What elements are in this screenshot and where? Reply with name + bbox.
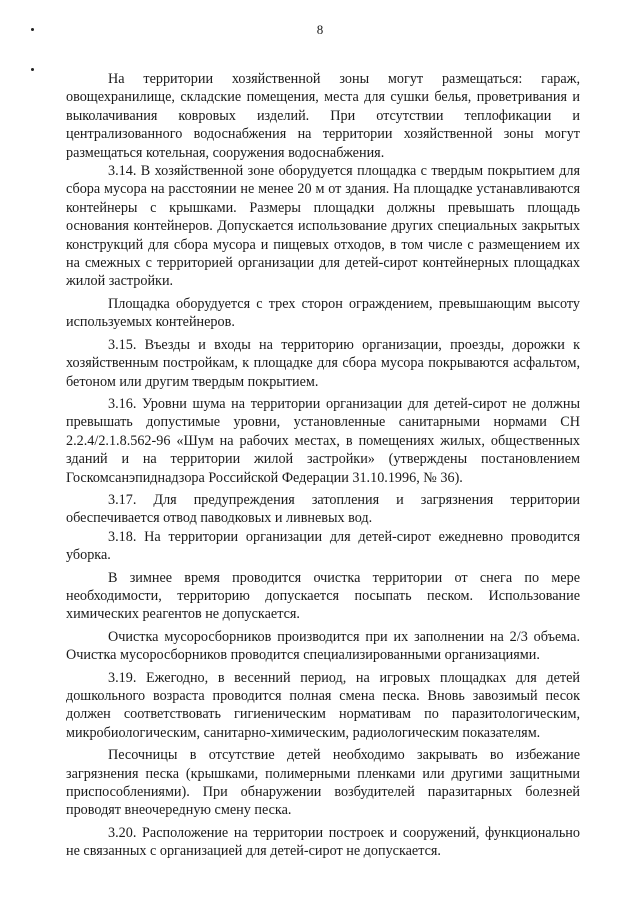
paragraph-3-17: 3.17. Для предупреждения затопления и загрязнения территории обеспечивается отвод паводковых и ливневых вод. bbox=[66, 491, 580, 527]
paragraph-3-18: 3.18. На территории организации для детей-сирот ежедневно проводится уборка. bbox=[66, 528, 580, 564]
paragraph-3-16: 3.16. Уровни шума на территории организации для детей-сирот не должны превышать допустимые уровни, установленные санитарными нормами СН 2.2.4/2.1.8.562-96 «Шум на рабочих местах, в помещениях жилых, общественных зданий и на территории жилой застройки» (утверждены постановлением Госкомсанэпиднадзора Российской Федерации 31.10.1996, № 36). bbox=[66, 395, 580, 486]
paragraph-sandboxes: Песочницы в отсутствие детей необходимо закрывать во избежание загрязнения песка (крышками, полимерными пленками или другими защитными приспособлениями). При обнаружении возбудителей паразитарных болезней проводят внеочередную смену песка. bbox=[66, 747, 580, 819]
paragraph-3-14: 3.14. В хозяйственной зоне оборудуется площадка с твердым покрытием для сбора мусора на расстоянии не менее 20 м от здания. На площадке устанавливаются контейнеры с крышками. Размеры площадки должны превышать площадь основания контейнеров. Допускается использование других специальных закрытых конструкций для сбора мусора и пищевых отходов, в том числе с размещением их на смежных с территорией организации для детей-сирот контейнерных площадках жилой застройки. bbox=[66, 163, 580, 290]
paragraph-3-15: 3.15. Въезды и входы на территорию организации, проезды, дорожки к хозяйственным постройкам, к площадке для сбора мусора покрываются асфальтом, бетоном или другим твердым покрытием. bbox=[66, 336, 580, 390]
scan-artifact-dot bbox=[31, 68, 34, 71]
paragraph-winter: В зимнее время проводится очистка территории от снега по мере необходимости, территорию допускается посыпать песком. Использование химических реагентов не допускается. bbox=[66, 569, 580, 623]
document-body bbox=[66, 70, 580, 861]
paragraph-3-19: 3.19. Ежегодно, в весенний период, на игровых площадках для детей дошкольного возраста проводится полная смена песка. Вновь завозимый песок должен соответствовать гигиеническим нормативам по паразитологическим, микробиологическим, санитарно-химическим, радиологическим показателям. bbox=[66, 669, 580, 741]
paragraph-3-20: 3.20. Расположение на территории построек и сооружений, функционально не связанных с организацией для детей-сирот не допускается. bbox=[66, 824, 580, 860]
paragraph-household-zone: На территории хозяйственной зоны могут размещаться: гараж, овощехранилище, складские помещения, места для сушки белья, проветривания и выколачивания ковровых изделий. При отсутствии теплофикации и централизованного водоснабжения на территории хозяйственной зоны могут размещаться котельная, сооружения водоснабжения. bbox=[66, 71, 580, 161]
paragraph-fence: Площадка оборудуется с трех сторон ограждением, превышающим высоту используемых контейнеров. bbox=[66, 295, 580, 331]
page-number: 8 bbox=[316, 22, 324, 37]
paragraph-bins: Очистка мусоросборников производится при их заполнении на 2/3 объема. Очистка мусоросборников проводится специализированными организациями. bbox=[66, 628, 580, 664]
